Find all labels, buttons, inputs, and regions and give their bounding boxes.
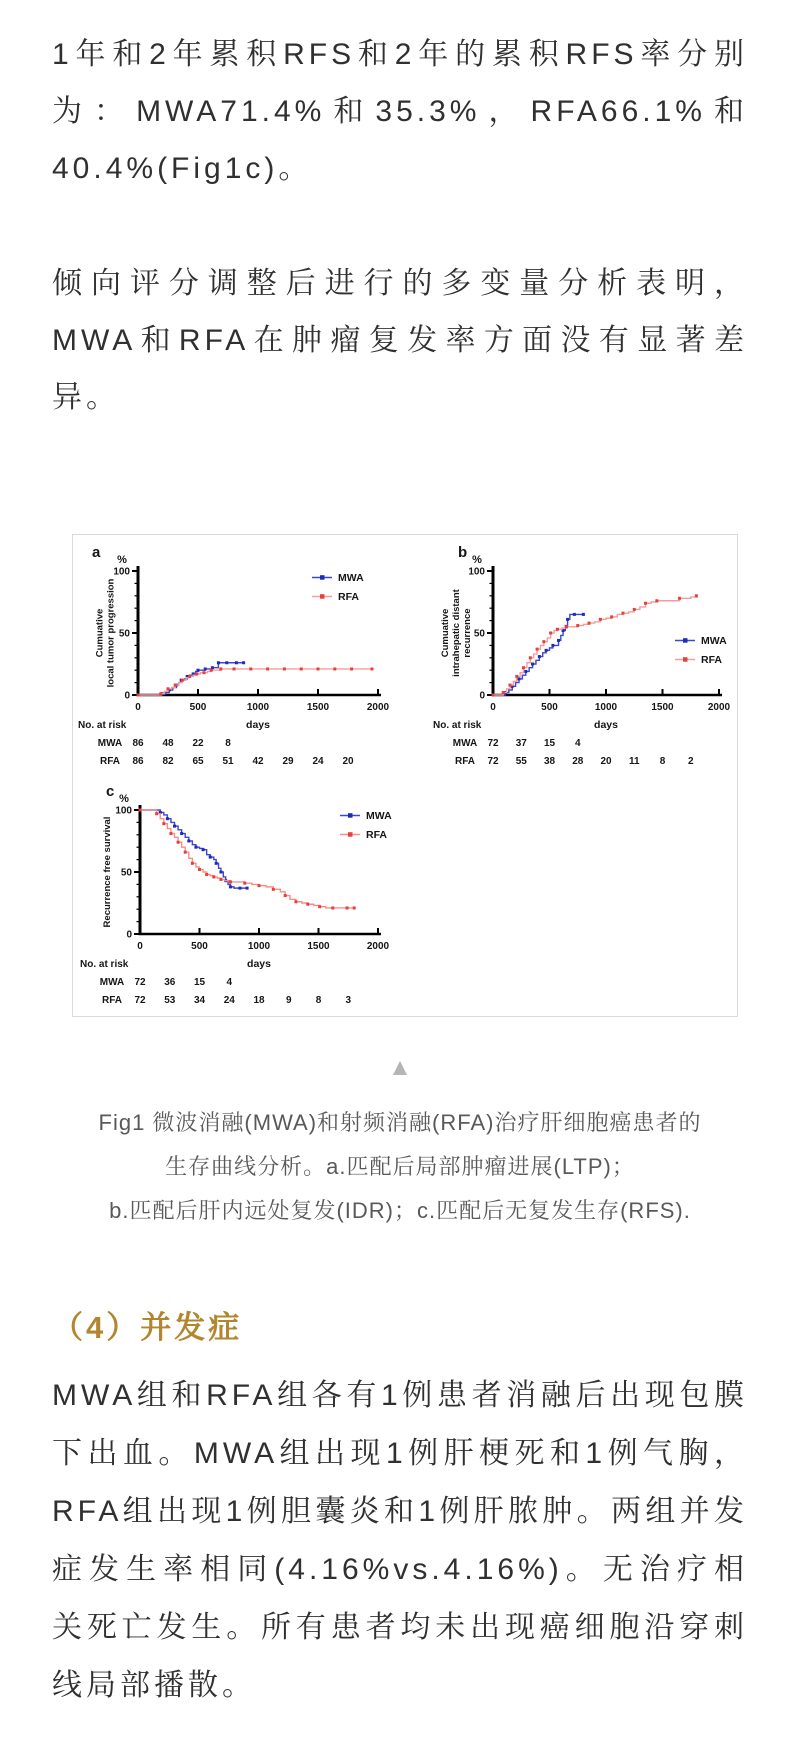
svg-text:days: days: [246, 719, 270, 731]
svg-text:2000: 2000: [366, 941, 390, 952]
svg-text:28: 28: [572, 756, 584, 767]
svg-text:1000: 1000: [246, 702, 270, 713]
svg-text:100: 100: [113, 566, 130, 578]
caption-line-3: b.匹配后肝内远处复发(IDR)；c.匹配后无复发生存(RFS).: [109, 1198, 691, 1223]
svg-text:MWA: MWA: [97, 738, 123, 749]
svg-text:1500: 1500: [306, 702, 330, 713]
km-svg-panel-a: [78, 535, 408, 769]
paragraph-rfs-rates: 1年和2年累积RFS和2年的累积RFS率分别为：MWA71.4%和35.3%，RFA66.1%和40.4%(Fig1c)。: [52, 38, 748, 185]
svg-text:11: 11: [628, 756, 640, 767]
km-chart-panel-b: [433, 535, 735, 769]
paragraph-complications: MWA组和RFA组各有1例患者消融后出现包膜下出血。MWA组出现1例肝梗死和1例气胸，RFA组出现1例胆囊炎和1例肝脓肿。两组并发症发生率相同(4.16%vs.4.16%)。无治疗相关死亡发生。所有患者均未出现癌细胞沿穿刺线局部播散。: [52, 1379, 748, 1702]
svg-text:38: 38: [543, 756, 556, 767]
svg-text:0: 0: [479, 690, 485, 702]
svg-text:2000: 2000: [366, 702, 390, 713]
svg-text:1000: 1000: [594, 702, 618, 713]
svg-text:82: 82: [162, 756, 174, 767]
section-heading-complications: （4）并发症: [52, 1310, 243, 1345]
svg-text:500: 500: [191, 941, 208, 952]
svg-text:RFA: RFA: [102, 995, 122, 1006]
svg-text:22: 22: [192, 738, 204, 749]
svg-text:72: 72: [487, 738, 499, 749]
svg-text:1500: 1500: [651, 702, 674, 713]
svg-text:24: 24: [223, 995, 235, 1006]
svg-text:MWA: MWA: [99, 977, 125, 988]
svg-text:48: 48: [162, 738, 174, 749]
svg-text:Cumuativeintrahepatic distantr: Cumuativeintrahepatic distantrecurrence: [440, 589, 473, 677]
svg-text:2: 2: [687, 756, 694, 767]
svg-text:9: 9: [285, 995, 292, 1006]
svg-text:MWA: MWA: [338, 572, 364, 584]
svg-text:72: 72: [487, 756, 499, 767]
svg-text:No. at risk: No. at risk: [433, 720, 482, 731]
svg-text:51: 51: [222, 756, 234, 767]
svg-text:Recurrence free survival: Recurrence free survival: [102, 816, 113, 928]
svg-text:15: 15: [193, 977, 206, 988]
svg-text:0: 0: [124, 690, 130, 702]
svg-text:72: 72: [134, 995, 146, 1006]
svg-text:55: 55: [515, 756, 527, 767]
svg-text:24: 24: [312, 756, 324, 767]
svg-text:RFA: RFA: [701, 654, 722, 666]
svg-text:b: b: [458, 544, 468, 561]
svg-text:53: 53: [164, 995, 176, 1006]
svg-text:100: 100: [115, 805, 132, 817]
svg-text:RFA: RFA: [455, 756, 475, 767]
collapse-figure-triangle-icon[interactable]: ▲: [388, 1054, 412, 1081]
svg-text:3: 3: [345, 995, 352, 1006]
svg-text:MWA: MWA: [366, 810, 392, 822]
svg-text:65: 65: [192, 756, 204, 767]
svg-text:0: 0: [490, 702, 496, 713]
km-chart-panel-c: [80, 774, 410, 1008]
svg-text:50: 50: [120, 867, 132, 879]
figure-box: [72, 534, 738, 1017]
svg-text:MWA: MWA: [701, 635, 727, 647]
svg-text:8: 8: [659, 756, 666, 767]
km-chart-panel-a: [78, 535, 408, 769]
svg-text:37: 37: [515, 738, 527, 749]
svg-text:72: 72: [134, 977, 146, 988]
svg-text:days: days: [247, 958, 271, 970]
km-svg-panel-b: [433, 535, 735, 769]
svg-text:50: 50: [118, 628, 130, 640]
svg-text:No. at risk: No. at risk: [78, 720, 127, 731]
svg-text:%: %: [119, 793, 129, 805]
svg-text:0: 0: [126, 929, 132, 941]
svg-text:20: 20: [342, 756, 354, 767]
svg-text:100: 100: [468, 566, 485, 578]
figure-caption: [52, 1101, 748, 1233]
svg-text:15: 15: [543, 738, 556, 749]
svg-text:20: 20: [600, 756, 612, 767]
svg-text:8: 8: [315, 995, 322, 1006]
svg-text:a: a: [92, 544, 101, 561]
svg-text:1500: 1500: [307, 941, 330, 952]
svg-text:Cumuativelocal tumor progressi: Cumuativelocal tumor progression: [94, 578, 117, 688]
svg-text:500: 500: [189, 702, 207, 713]
svg-text:86: 86: [132, 738, 144, 749]
svg-text:50: 50: [473, 628, 485, 640]
svg-text:42: 42: [252, 756, 264, 767]
svg-text:0: 0: [135, 702, 141, 713]
svg-text:29: 29: [282, 756, 294, 767]
svg-text:1000: 1000: [247, 941, 271, 952]
svg-text:c: c: [106, 783, 115, 800]
svg-text:RFA: RFA: [366, 829, 387, 841]
svg-text:4: 4: [226, 977, 233, 988]
svg-text:500: 500: [541, 702, 558, 713]
caption-line-2: 生存曲线分析。a.匹配后局部肿瘤进展(LTP)；: [165, 1154, 635, 1179]
svg-text:RFA: RFA: [338, 591, 359, 603]
svg-text:No. at risk: No. at risk: [80, 959, 129, 970]
svg-text:86: 86: [132, 756, 144, 767]
caption-line-1: Fig1 微波消融(MWA)和射频消融(RFA)治疗肝细胞癌患者的: [98, 1110, 702, 1135]
svg-text:2000: 2000: [707, 702, 731, 713]
svg-text:RFA: RFA: [100, 756, 120, 767]
svg-text:36: 36: [164, 977, 176, 988]
svg-text:34: 34: [193, 995, 206, 1006]
svg-text:MWA: MWA: [452, 738, 478, 749]
svg-text:4: 4: [574, 738, 581, 749]
km-svg-panel-c: [80, 774, 410, 1008]
svg-text:18: 18: [253, 995, 265, 1006]
svg-text:8: 8: [225, 738, 231, 749]
paragraph-multivariate-analysis: 倾向评分调整后进行的多变量分析表明，MWA和RFA在肿瘤复发率方面没有显著差异。: [52, 267, 748, 414]
svg-text:0: 0: [137, 941, 143, 952]
collapse-row: [52, 1055, 748, 1081]
svg-text:%: %: [472, 554, 482, 566]
svg-text:%: %: [117, 554, 127, 566]
svg-text:days: days: [594, 719, 618, 731]
